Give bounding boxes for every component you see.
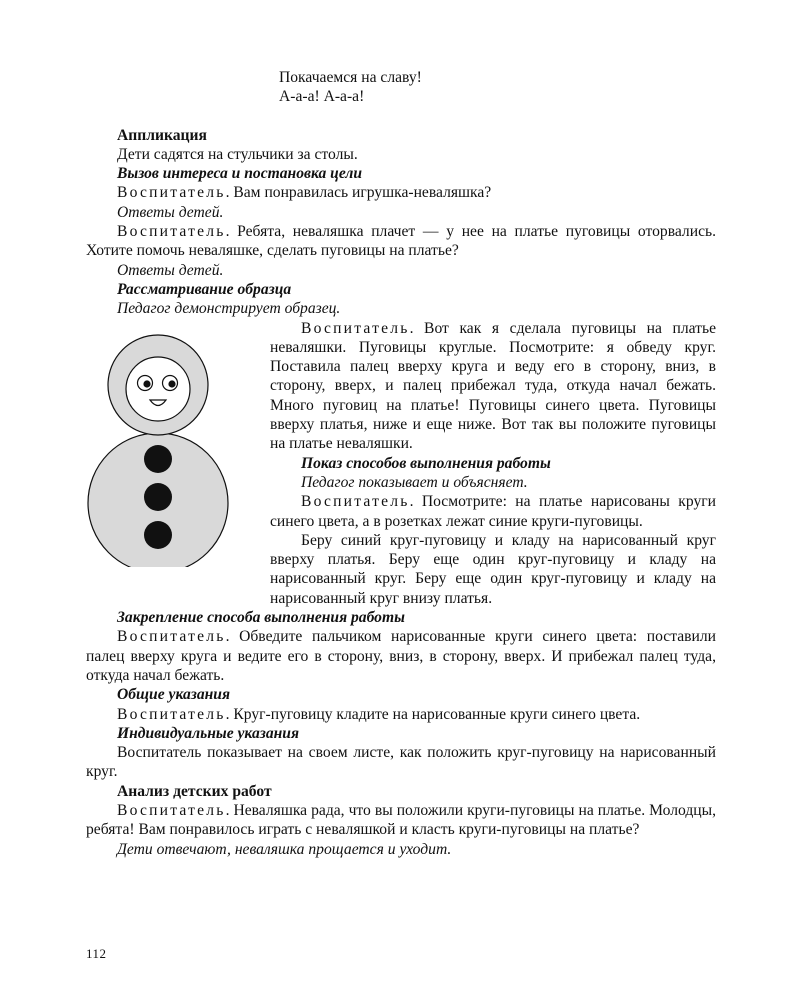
page-number: 112 [86, 946, 107, 961]
speaker-label: Воспитатель [301, 493, 410, 511]
speaker-label: Воспитатель [117, 628, 226, 646]
paragraph-liked: Воспитатель. Вам понравилась игрушка-неваляшка? [117, 184, 492, 202]
paragraph-trace: Воспитатель. Обведите пальчиком нарисованные круги синего цвета: поставили палец вверху круга и ведите его в сторону, вниз, в сторону, вверх. И прибежал палец туда, откуда начал бежать. [86, 628, 716, 684]
button-2 [144, 483, 172, 511]
verse-line-1: Покачаемся на славу! [279, 69, 422, 86]
roly-poly-doll-icon [84, 327, 268, 567]
speaker-label: Воспитатель [117, 184, 226, 202]
speaker-label: Воспитатель [117, 705, 226, 723]
heading-analysis: Анализ детских работ [117, 782, 272, 800]
paragraph-put: Воспитатель. Круг-пуговицу кладите на нарисованные круги синего цвета. [117, 705, 641, 723]
paragraph-happy: Воспитатель. Неваляшка рада, что вы положили круги-пуговицы на платье. Молодцы, ребята! Вам понравилось играть с неваляшкой и класть круги-пуговицы на платье? [86, 801, 716, 839]
note-shows: Педагог показывает и объясняет. [301, 473, 528, 491]
page-body [86, 68, 716, 859]
heading-individual: Индивидуальные указания [117, 724, 299, 742]
note-end: Дети отвечают, неваляшка прощается и уходит. [117, 840, 452, 858]
heading-general: Общие указания [117, 686, 231, 704]
section-heading-applique: Аппликация [117, 126, 207, 144]
paragraph-look: Воспитатель. Посмотрите: на платье нарисованы круги синего цвета, а в розетках лежат синие круги-пуговицы. [270, 493, 716, 530]
paragraph-crying: Воспитатель. Ребята, неваляшка плачет — у нее на платье пуговицы оторвались. Хотите помочь неваляшке, сделать пуговицы на платье? [86, 223, 716, 260]
figure-side-text [270, 319, 716, 608]
paragraph-made: Воспитатель. Вот как я сделала пуговицы на платье неваляшки. Пуговицы круглые. Посмотрите: я обведу круг. Поставила палец вверху круга и веду его в сторону, вниз, в сторону, вверх, и палец прибежал туда, откуда начал бежать. Много пуговиц на платье! Пуговицы синего цвета. Пуговицы вверху платья, ниже и еще ниже. Вот так вы положите пуговицы на платье неваляшки. [270, 319, 716, 453]
roly-poly-figure [84, 319, 268, 572]
button-1 [144, 445, 172, 473]
verse [86, 68, 716, 107]
answers-1: Ответы детей. [117, 203, 224, 221]
heading-interest: Вызов интереса и постановка цели [117, 165, 363, 183]
paragraph-teacher-shows: Воспитатель показывает на своем листе, как положить круг-пуговицу на нарисованный круг. [86, 744, 716, 781]
paragraph-children-sit: Дети садятся на стульчики за столы. [117, 145, 358, 163]
answers-2: Ответы детей. [117, 261, 224, 279]
right-pupil [168, 380, 175, 387]
paragraph-take: Беру синий круг-пуговицу и кладу на нарисованный круг вверху платья. Беру еще один круг-пуговицу и кладу на нарисованный круг. Беру еще один круг-пуговицу и кладу на нарисованный круг внизу платья. [270, 531, 716, 607]
figure-section [86, 319, 716, 608]
heading-fix: Закрепление способа выполнения работы [117, 609, 405, 627]
speaker-label: Воспитатель [117, 801, 226, 819]
note-demo: Педагог демонстрирует образец. [117, 300, 341, 318]
heading-show: Показ способов выполнения работы [301, 454, 551, 472]
speaker-label: Воспитатель [301, 319, 410, 337]
heading-sample: Рассматривание образца [117, 280, 292, 298]
left-pupil [143, 380, 150, 387]
button-3 [144, 521, 172, 549]
face-circle [126, 357, 190, 421]
speaker-label: Воспитатель [117, 223, 226, 241]
verse-line-2: А-а-а! А-а-а! [279, 88, 365, 106]
